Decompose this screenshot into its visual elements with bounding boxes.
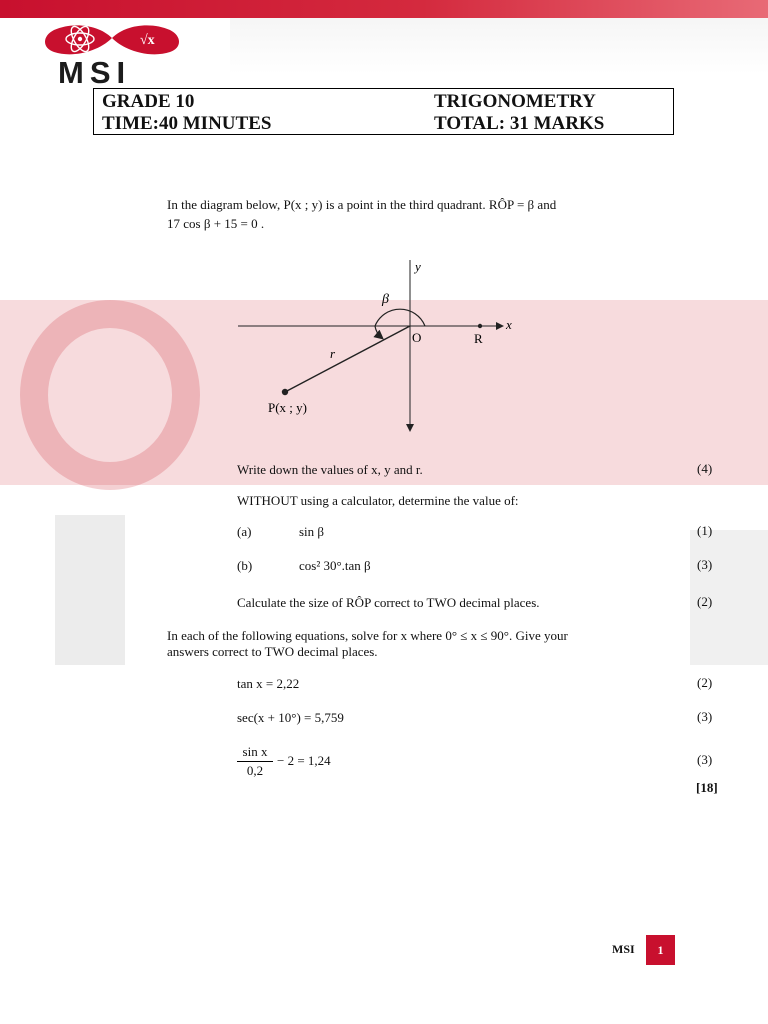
section-total: [18] — [696, 780, 718, 795]
angle-arc — [375, 309, 425, 326]
top-accent-bar — [0, 0, 768, 18]
time-label: TIME:40 MINUTES — [102, 113, 272, 134]
question-2-intro: WITHOUT using a calculator, determine the value of: — [237, 493, 519, 508]
exam-header-box — [93, 88, 674, 135]
watermark-shape-left — [55, 515, 125, 665]
radius-label: r — [330, 346, 336, 361]
total-marks-label: TOTAL: 31 MARKS — [434, 113, 605, 134]
header-background-sketch — [230, 18, 768, 74]
intro-line-2: 17 cos β + 15 = 0 . — [167, 216, 265, 231]
equation-3-denominator: 0,2 — [246, 763, 264, 778]
logo-wordmark: MSI — [58, 55, 132, 90]
equation-3-marks: (3) — [697, 752, 713, 767]
radius-line — [285, 326, 410, 392]
question-1-marks: (4) — [697, 461, 713, 476]
p-point-label: P(x ; y) — [268, 400, 307, 415]
page-number: 1 — [646, 935, 675, 965]
equation-1-marks: (2) — [697, 675, 713, 690]
question-2a-label: (a) — [237, 524, 252, 539]
question-2a-marks: (1) — [697, 523, 713, 538]
equation-2-marks: (3) — [697, 709, 713, 724]
x-axis-label: x — [506, 317, 512, 332]
r-point-label: R — [474, 331, 483, 346]
question-2a-text: sin β — [299, 524, 325, 539]
intro-line-1: In the diagram below, P(x ; y) is a point in the third quadrant. RÔP = β and — [167, 197, 557, 212]
grade-label: GRADE 10 — [102, 91, 195, 112]
equation-3-fraction — [237, 744, 273, 779]
equation-2: sec(x + 10°) = 5,759 — [237, 710, 344, 725]
y-axis-label: y — [415, 259, 421, 274]
equation-1: tan x = 2,22 — [237, 676, 300, 691]
origin-label: O — [412, 330, 422, 345]
question-2b-text: cos² 30°.tan β — [299, 558, 371, 573]
question-2b-label: (b) — [237, 558, 253, 573]
section2-line-1: In each of the following equations, solve for x where 0° ≤ x ≤ 90°. Give your — [167, 628, 568, 643]
section2-line-2: answers correct to TWO decimal places. — [167, 644, 378, 659]
question-3-marks: (2) — [697, 594, 713, 609]
svg-text:√x: √x — [140, 33, 155, 48]
question-2b-marks: (3) — [697, 557, 713, 572]
equation-3-numerator: sin x — [237, 744, 273, 762]
point-p — [282, 389, 288, 395]
question-3-text: Calculate the size of RÔP correct to TWO decimal places. — [237, 595, 540, 610]
footer-brand: MSI — [612, 942, 635, 956]
trig-diagram — [230, 255, 520, 440]
question-1-text: Write down the values of x, y and r. — [237, 462, 423, 477]
equation-3-rest: − 2 = 1,24 — [277, 753, 331, 768]
angle-label: β — [382, 292, 389, 307]
subject-label: TRIGONOMETRY — [434, 91, 596, 112]
watermark-logo — [20, 300, 200, 490]
point-r — [478, 324, 482, 328]
